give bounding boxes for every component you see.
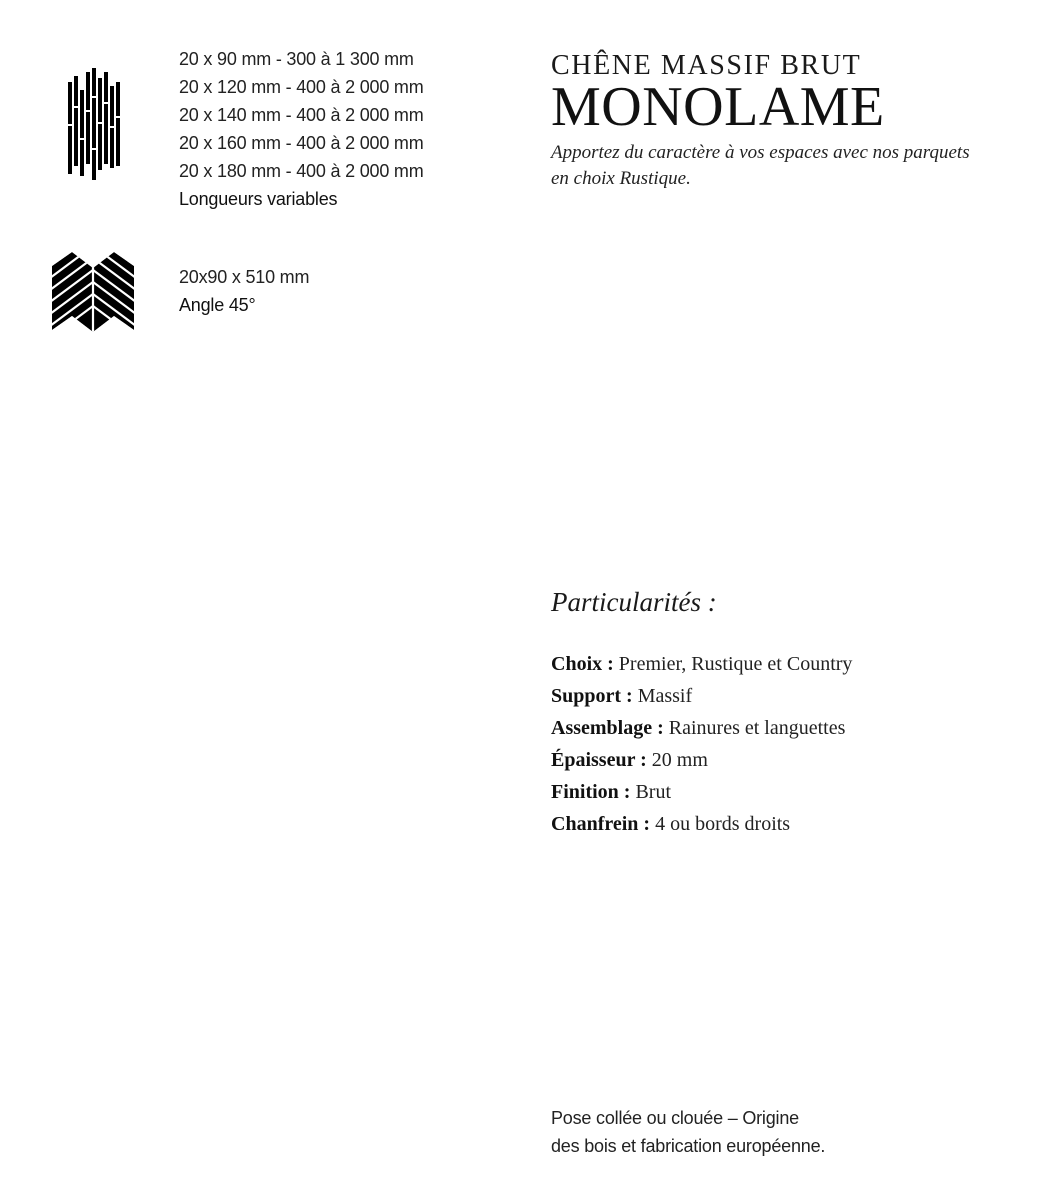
feature-value: 20 mm	[651, 749, 708, 771]
plank-spec-line: 20 x 180 mm - 400 à 2 000 mm	[179, 161, 424, 181]
chevron-spec-note: Angle 45°	[179, 295, 256, 315]
chevron-pattern-icon	[50, 250, 136, 332]
feature-value: Massif	[637, 685, 693, 707]
chevron-spec-line: 20x90 x 510 mm	[179, 267, 310, 287]
feature-row-support	[551, 680, 1021, 712]
feature-list	[551, 648, 1021, 840]
feature-row-choix	[551, 648, 1021, 680]
plank-spec-list	[179, 45, 424, 213]
feature-label: Épaisseur :	[551, 749, 647, 771]
product-name: MONOLAME	[551, 76, 885, 138]
product-tagline: Apportez du caractère à vos espaces avec nos parquets en choix Rustique.	[551, 142, 970, 189]
feature-value: Premier, Rustique et Country	[618, 653, 853, 675]
plank-spec-line: 20 x 140 mm - 400 à 2 000 mm	[179, 105, 424, 125]
plank-spec-line: 20 x 90 mm - 300 à 1 300 mm	[179, 49, 414, 69]
feature-row-chanfrein	[551, 808, 1021, 840]
features-section	[551, 584, 1021, 840]
footer-note	[551, 1104, 871, 1160]
footer-line: des bois et fabrication européenne.	[551, 1136, 826, 1156]
feature-value: 4 ou bords droits	[655, 813, 791, 835]
plank-spec-note: Longueurs variables	[179, 189, 338, 209]
feature-label: Support :	[551, 685, 633, 707]
product-title-block	[551, 50, 1021, 192]
plank-pattern-icon	[64, 68, 122, 182]
feature-row-finition	[551, 776, 1021, 808]
plank-spec-line: 20 x 120 mm - 400 à 2 000 mm	[179, 77, 424, 97]
feature-label: Choix :	[551, 653, 614, 675]
feature-row-epaisseur	[551, 744, 1021, 776]
product-eyebrow: CHÊNE MASSIF BRUT	[551, 50, 862, 81]
feature-label: Chanfrein :	[551, 813, 651, 835]
feature-value: Brut	[635, 781, 672, 803]
footer-line: Pose collée ou clouée – Origine	[551, 1108, 799, 1128]
feature-value: Rainures et languettes	[668, 717, 846, 739]
plank-spec-line: 20 x 160 mm - 400 à 2 000 mm	[179, 133, 424, 153]
feature-label: Finition :	[551, 781, 631, 803]
feature-row-assemblage	[551, 712, 1021, 744]
feature-label: Assemblage :	[551, 717, 664, 739]
chevron-spec-list	[179, 263, 309, 319]
features-title: Particularités :	[551, 587, 717, 617]
